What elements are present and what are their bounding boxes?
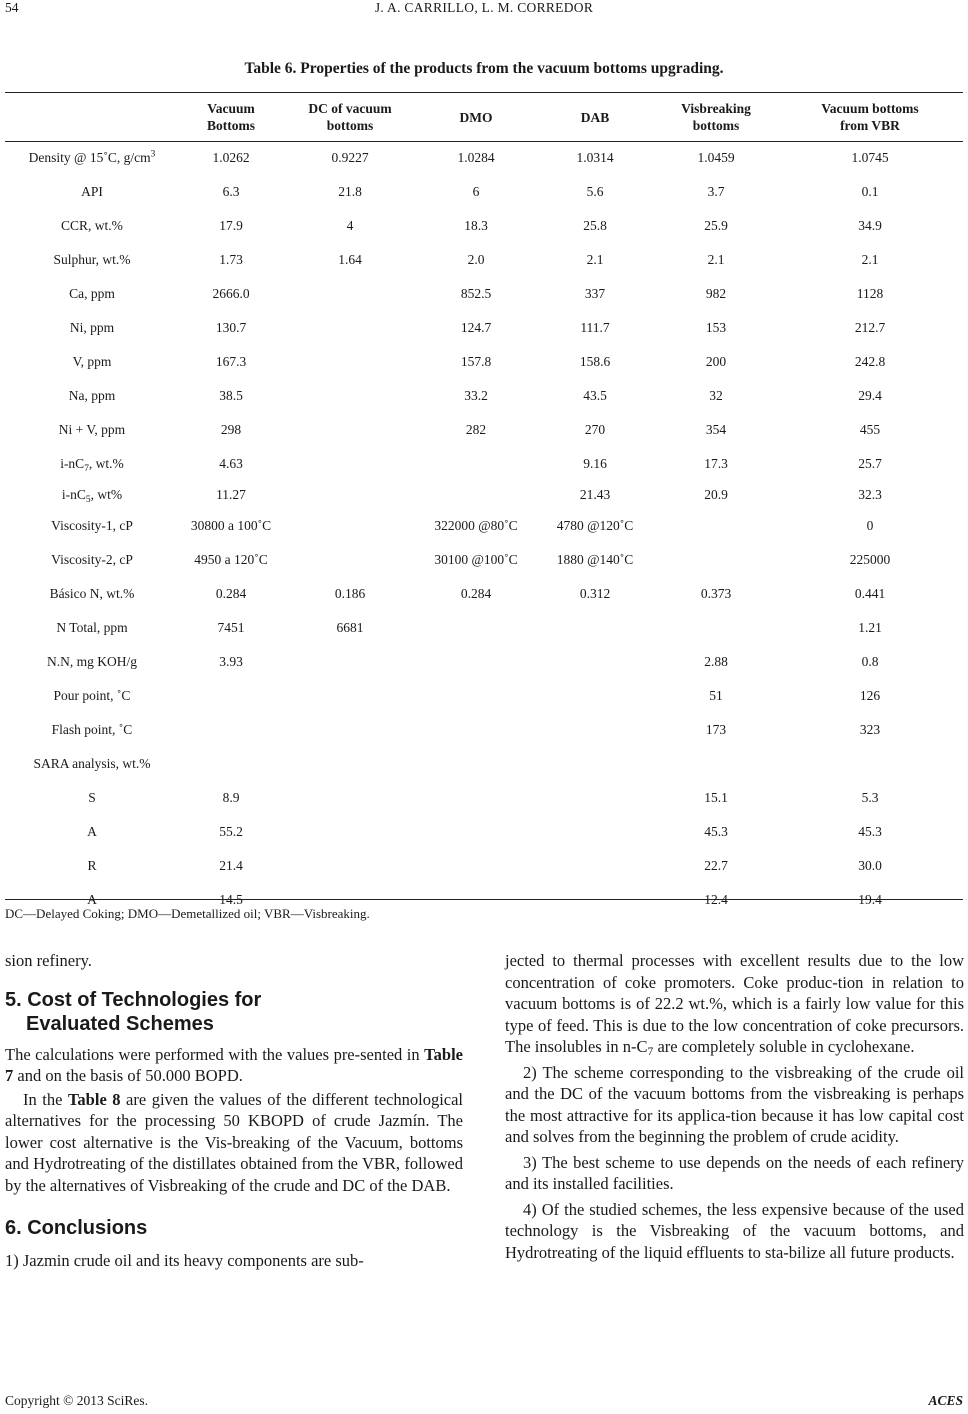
- table-cell: 5.3: [861, 790, 879, 805]
- copyright-notice: Copyright © 2013 SciRes.: [5, 1393, 149, 1408]
- table-cell: [283, 747, 417, 781]
- table-cell: 1.0284: [457, 150, 495, 165]
- table-cell: 0.373: [700, 586, 732, 601]
- row-label: Viscosity-2, cP: [51, 552, 133, 567]
- table-row: [5, 543, 963, 577]
- row-label: N Total, ppm: [56, 620, 128, 635]
- table-cell: 282: [465, 422, 487, 437]
- paragraph: 2) The scheme corresponding to the visbreaking of the crude oil and the DC of the vacuum bottoms from the visbreaking is perhaps the most attractive for its applica-tion because it has low capital cost and solves from the beginning the problem of crude acidity.: [505, 1062, 964, 1146]
- table-cell: 45.3: [858, 824, 882, 839]
- table-cell: 45.3: [704, 824, 728, 839]
- table-caption: Table 6. Properties of the products from the vacuum bottoms upgrading.: [244, 60, 724, 77]
- table-cell: 0: [866, 518, 874, 533]
- paragraph: 3) The best scheme to use depends on the needs of each refinery and its installed facilities.: [505, 1152, 964, 1193]
- table-cell: 1.73: [219, 252, 243, 267]
- paragraph: sion refinery.: [5, 951, 92, 970]
- properties-table: [5, 93, 963, 917]
- table-cell: 17.3: [704, 456, 728, 471]
- table-cell: [655, 747, 777, 781]
- column-header: Visbreaking bottoms: [681, 101, 751, 133]
- row-label: SARA analysis, wt.%: [33, 756, 151, 771]
- table-cell: 337: [584, 286, 606, 301]
- table-cell: [283, 543, 417, 577]
- table-footnote: DC—Delayed Coking; DMO—Demetallized oil; VBR—Visbreaking.: [5, 906, 370, 921]
- table-cell: [283, 447, 417, 481]
- table-cell: 19.4: [858, 892, 882, 907]
- table-row: [5, 815, 963, 849]
- paragraph: In the Table 8 are given the values of the different technological alternatives for the processing 50 KBOPD of crude Jazmín. The lower cost alternative is the Vis-breaking of the Vacuum, bottoms and Hydrotreating of the distillates obtained from the VBR, followed by the alternatives of Visbreaking of the crude and DC of the DAB.: [5, 1089, 464, 1195]
- table-cell: 270: [584, 422, 606, 437]
- table-cell: 173: [705, 722, 727, 737]
- table-cell: 12.4: [704, 892, 728, 907]
- table-cell: [417, 447, 535, 481]
- column-header: DC of vacuum bottoms: [308, 101, 392, 133]
- table-cell: [655, 543, 777, 577]
- table-cell: 130.7: [215, 320, 247, 335]
- table-cell: 25.8: [583, 218, 607, 233]
- column-header: DMO: [459, 109, 493, 125]
- table-cell: 982: [705, 286, 727, 301]
- table-row: [5, 209, 963, 243]
- table-cell: 21.4: [219, 858, 243, 873]
- row-label: S: [88, 790, 96, 805]
- table-cell: 29.4: [858, 388, 882, 403]
- table-cell: [417, 849, 535, 883]
- right-text-column: [505, 950, 964, 1263]
- paragraph: jected to thermal processes with excellent results due to the low concentration of coke promoters. Coke produc-tion in relation to vacuum bottoms is of 22.2 wt.%, which is a fairly low value for this type of feed. This is due to the low concentration of coke precursors. The insolubles in $n-C_7$ are completely soluble in cyclohexane.: [505, 951, 964, 1058]
- table-cell: [535, 645, 655, 679]
- table-cell: [283, 413, 417, 447]
- table-cell: 4.63: [219, 456, 243, 471]
- table-row: [5, 243, 963, 277]
- paragraph: 1) Jazmin crude oil and its heavy components are sub-: [5, 1251, 364, 1270]
- table-body: [5, 141, 963, 917]
- row-label: Density @ 15˚C, $g/cm^3$: [28, 149, 156, 165]
- paragraph: 4) Of the studied schemes, the less expensive because of the used technology is the Visbreaking of the vacuum bottoms, and Hydrotreating of the liquid effluents to sta-bilize all future products.: [505, 1199, 964, 1262]
- section-heading-5: 5. Cost of Technologies for Evaluated Schemes: [5, 988, 262, 1035]
- table-cell: [417, 747, 535, 781]
- table-cell: 4: [346, 218, 354, 233]
- table-cell: [535, 883, 655, 917]
- table-cell: [777, 747, 963, 781]
- table-cell: 354: [705, 422, 727, 437]
- table-cell: 38.5: [219, 388, 243, 403]
- table-reference: Table 7: [5, 1044, 463, 1085]
- table-cell: 298: [220, 422, 242, 437]
- row-label: Na, ppm: [68, 388, 116, 403]
- table-cell: 1.0314: [576, 150, 614, 165]
- table-cell: 455: [859, 422, 881, 437]
- table-cell: 1.0459: [697, 150, 735, 165]
- table-cell: [535, 747, 655, 781]
- table-cell: [283, 311, 417, 345]
- table-row: [5, 277, 963, 311]
- table-cell: 0.284: [215, 586, 247, 601]
- table-cell: 14.5: [219, 892, 243, 907]
- table-row: [5, 781, 963, 815]
- row-label: Sulphur, wt.%: [53, 252, 131, 267]
- column-header-blank: [5, 93, 179, 141]
- table-cell: 126: [859, 688, 881, 703]
- journal-abbreviation: ACES: [928, 1393, 963, 1408]
- table-row: [5, 413, 963, 447]
- section-heading-6: 6. Conclusions: [5, 1217, 148, 1239]
- table-cell: 0.284: [460, 586, 492, 601]
- table-cell: 2666.0: [212, 286, 250, 301]
- table-cell: 15.1: [704, 790, 728, 805]
- table-cell: 0.1: [861, 184, 879, 199]
- table-cell: [535, 781, 655, 815]
- table-cell: [417, 883, 535, 917]
- table-cell: 17.9: [219, 218, 243, 233]
- table-cell: 322000 @80˚C: [434, 518, 518, 533]
- table-cell: [179, 747, 283, 781]
- table-cell: [283, 849, 417, 883]
- table-row: [5, 447, 963, 481]
- table-cell: 6681: [336, 620, 364, 635]
- table-row: [5, 311, 963, 345]
- table-cell: 51: [709, 688, 723, 703]
- page-header: [0, 0, 968, 24]
- table-row: [5, 175, 963, 209]
- table-cell: 20.9: [704, 487, 728, 502]
- table-reference: Table 8: [67, 1089, 121, 1109]
- table-cell: 167.3: [215, 354, 247, 369]
- table-cell: [283, 277, 417, 311]
- row-label: $i-nC_5$, wt%: [61, 487, 123, 505]
- table-cell: 21.8: [338, 184, 362, 199]
- table-cell: [655, 611, 777, 645]
- table-cell: 25.9: [704, 218, 728, 233]
- table-cell: 2.1: [861, 252, 879, 267]
- column-header: Vacuum Bottoms: [207, 101, 255, 133]
- table-cell: [417, 481, 535, 509]
- table-cell: 0.441: [854, 586, 886, 601]
- table-cell: [535, 849, 655, 883]
- table-cell: 32: [709, 388, 723, 403]
- row-label: CCR, wt.%: [61, 218, 123, 233]
- row-label: A: [87, 824, 97, 839]
- table-cell: 153: [705, 320, 727, 335]
- table-row: [5, 481, 963, 509]
- table-cell: 25.7: [858, 456, 882, 471]
- table-cell: [283, 679, 417, 713]
- table-cell: 33.2: [464, 388, 488, 403]
- table-cell: [535, 679, 655, 713]
- table-row: [5, 679, 963, 713]
- table-cell: 0.8: [861, 654, 879, 669]
- table-cell: 1880 @140˚C: [556, 552, 634, 567]
- table-cell: [417, 645, 535, 679]
- table-cell: [283, 379, 417, 413]
- table-cell: [417, 815, 535, 849]
- table-cell: 43.5: [583, 388, 607, 403]
- paragraph: The calculations were performed with the values pre-sented in Table 7 and on the basis of 50.000 BOPD.: [5, 1044, 463, 1085]
- table-cell: [535, 713, 655, 747]
- table-row: [5, 577, 963, 611]
- table-cell: 1.0262: [212, 150, 250, 165]
- table-cell: 242.8: [854, 354, 886, 369]
- table-cell: 323: [859, 722, 881, 737]
- table-cell: 11.27: [216, 487, 246, 502]
- table-cell: [655, 509, 777, 543]
- table-cell: [283, 509, 417, 543]
- table-cell: 6.3: [222, 184, 240, 199]
- table-cell: 55.2: [219, 824, 243, 839]
- table-cell: 6: [472, 184, 480, 199]
- row-label: V, ppm: [72, 354, 112, 369]
- table-cell: 8.9: [222, 790, 240, 805]
- table-cell: 0.186: [334, 586, 366, 601]
- row-label: Ni, ppm: [69, 320, 115, 335]
- table-cell: 1.21: [858, 620, 882, 635]
- table-cell: 34.9: [858, 218, 882, 233]
- table-row: [5, 141, 963, 175]
- table-row: [5, 345, 963, 379]
- table-row: [5, 645, 963, 679]
- table-cell: 852.5: [460, 286, 492, 301]
- running-head-authors: J. A. CARRILLO, L. M. CORREDOR: [374, 0, 594, 15]
- page-number: 54: [5, 0, 19, 15]
- row-label: Ca, ppm: [69, 286, 115, 301]
- table-cell: 124.7: [460, 320, 492, 335]
- table-cell: [417, 781, 535, 815]
- table-cell: 21.43: [579, 487, 611, 502]
- table-cell: 157.8: [460, 354, 492, 369]
- table-cell: [417, 679, 535, 713]
- table-cell: 4780 @120˚C: [556, 518, 634, 533]
- row-label: Viscosity-1, cP: [51, 518, 133, 533]
- table-row: [5, 713, 963, 747]
- table-cell: 9.16: [583, 456, 607, 471]
- table-row: [5, 509, 963, 543]
- table-cell: 225000: [849, 552, 891, 567]
- table-cell: 30800 a 100˚C: [190, 518, 272, 533]
- table-cell: 0.9227: [331, 150, 369, 165]
- row-label: Básico N, wt.%: [49, 586, 135, 601]
- row-label: Ni + V, ppm: [58, 422, 126, 437]
- column-header: Vacuum bottoms from VBR: [821, 101, 919, 133]
- table-cell: [535, 815, 655, 849]
- table-cell: 0.312: [579, 586, 611, 601]
- table-cell: [283, 713, 417, 747]
- table-cell: 1128: [856, 286, 884, 301]
- table-cell: 2.1: [586, 252, 604, 267]
- table-cell: 7451: [217, 620, 245, 635]
- table-header-row: [5, 93, 963, 141]
- table-cell: [179, 713, 283, 747]
- table-cell: 30.0: [858, 858, 882, 873]
- table-cell: [283, 781, 417, 815]
- row-label: API: [81, 184, 103, 199]
- table-cell: 2.1: [707, 252, 725, 267]
- table-cell: [417, 611, 535, 645]
- table-row: [5, 849, 963, 883]
- column-header: DAB: [580, 109, 610, 125]
- table-cell: 2.0: [467, 252, 485, 267]
- table-cell: [179, 679, 283, 713]
- table-cell: [417, 713, 535, 747]
- row-label: R: [87, 858, 97, 873]
- table-cell: 5.6: [586, 184, 604, 199]
- row-label: Flash point, ˚C: [51, 722, 133, 737]
- table-cell: 158.6: [579, 354, 611, 369]
- row-label: A: [87, 892, 97, 907]
- table-row: [5, 379, 963, 413]
- table-row: [5, 611, 963, 645]
- table-cell: [283, 645, 417, 679]
- row-label: N.N, mg KOH/g: [47, 654, 137, 669]
- table-cell: 2.88: [704, 654, 728, 669]
- table-cell: 111.7: [580, 320, 610, 335]
- table-cell: 32.3: [858, 487, 882, 502]
- table-cell: 3.93: [219, 654, 243, 669]
- table-cell: [535, 611, 655, 645]
- table-cell: 3.7: [707, 184, 725, 199]
- table-cell: 4950 a 120˚C: [194, 552, 268, 567]
- row-label: Pour point, ˚C: [53, 688, 131, 703]
- table-cell: [283, 481, 417, 509]
- table-row: [5, 747, 963, 781]
- table-cell: 212.7: [854, 320, 886, 335]
- table-cell: 30100 @100˚C: [434, 552, 518, 567]
- row-label: $i-nC_7$, wt.%: [60, 456, 124, 474]
- table-cell: [283, 815, 417, 849]
- table-cell: 22.7: [704, 858, 728, 873]
- left-text-column: [5, 950, 463, 1272]
- table-cell: 1.64: [338, 252, 362, 267]
- table-cell: 18.3: [464, 218, 488, 233]
- table-cell: 1.0745: [851, 150, 889, 165]
- table-cell: 200: [705, 354, 727, 369]
- table-cell: [283, 345, 417, 379]
